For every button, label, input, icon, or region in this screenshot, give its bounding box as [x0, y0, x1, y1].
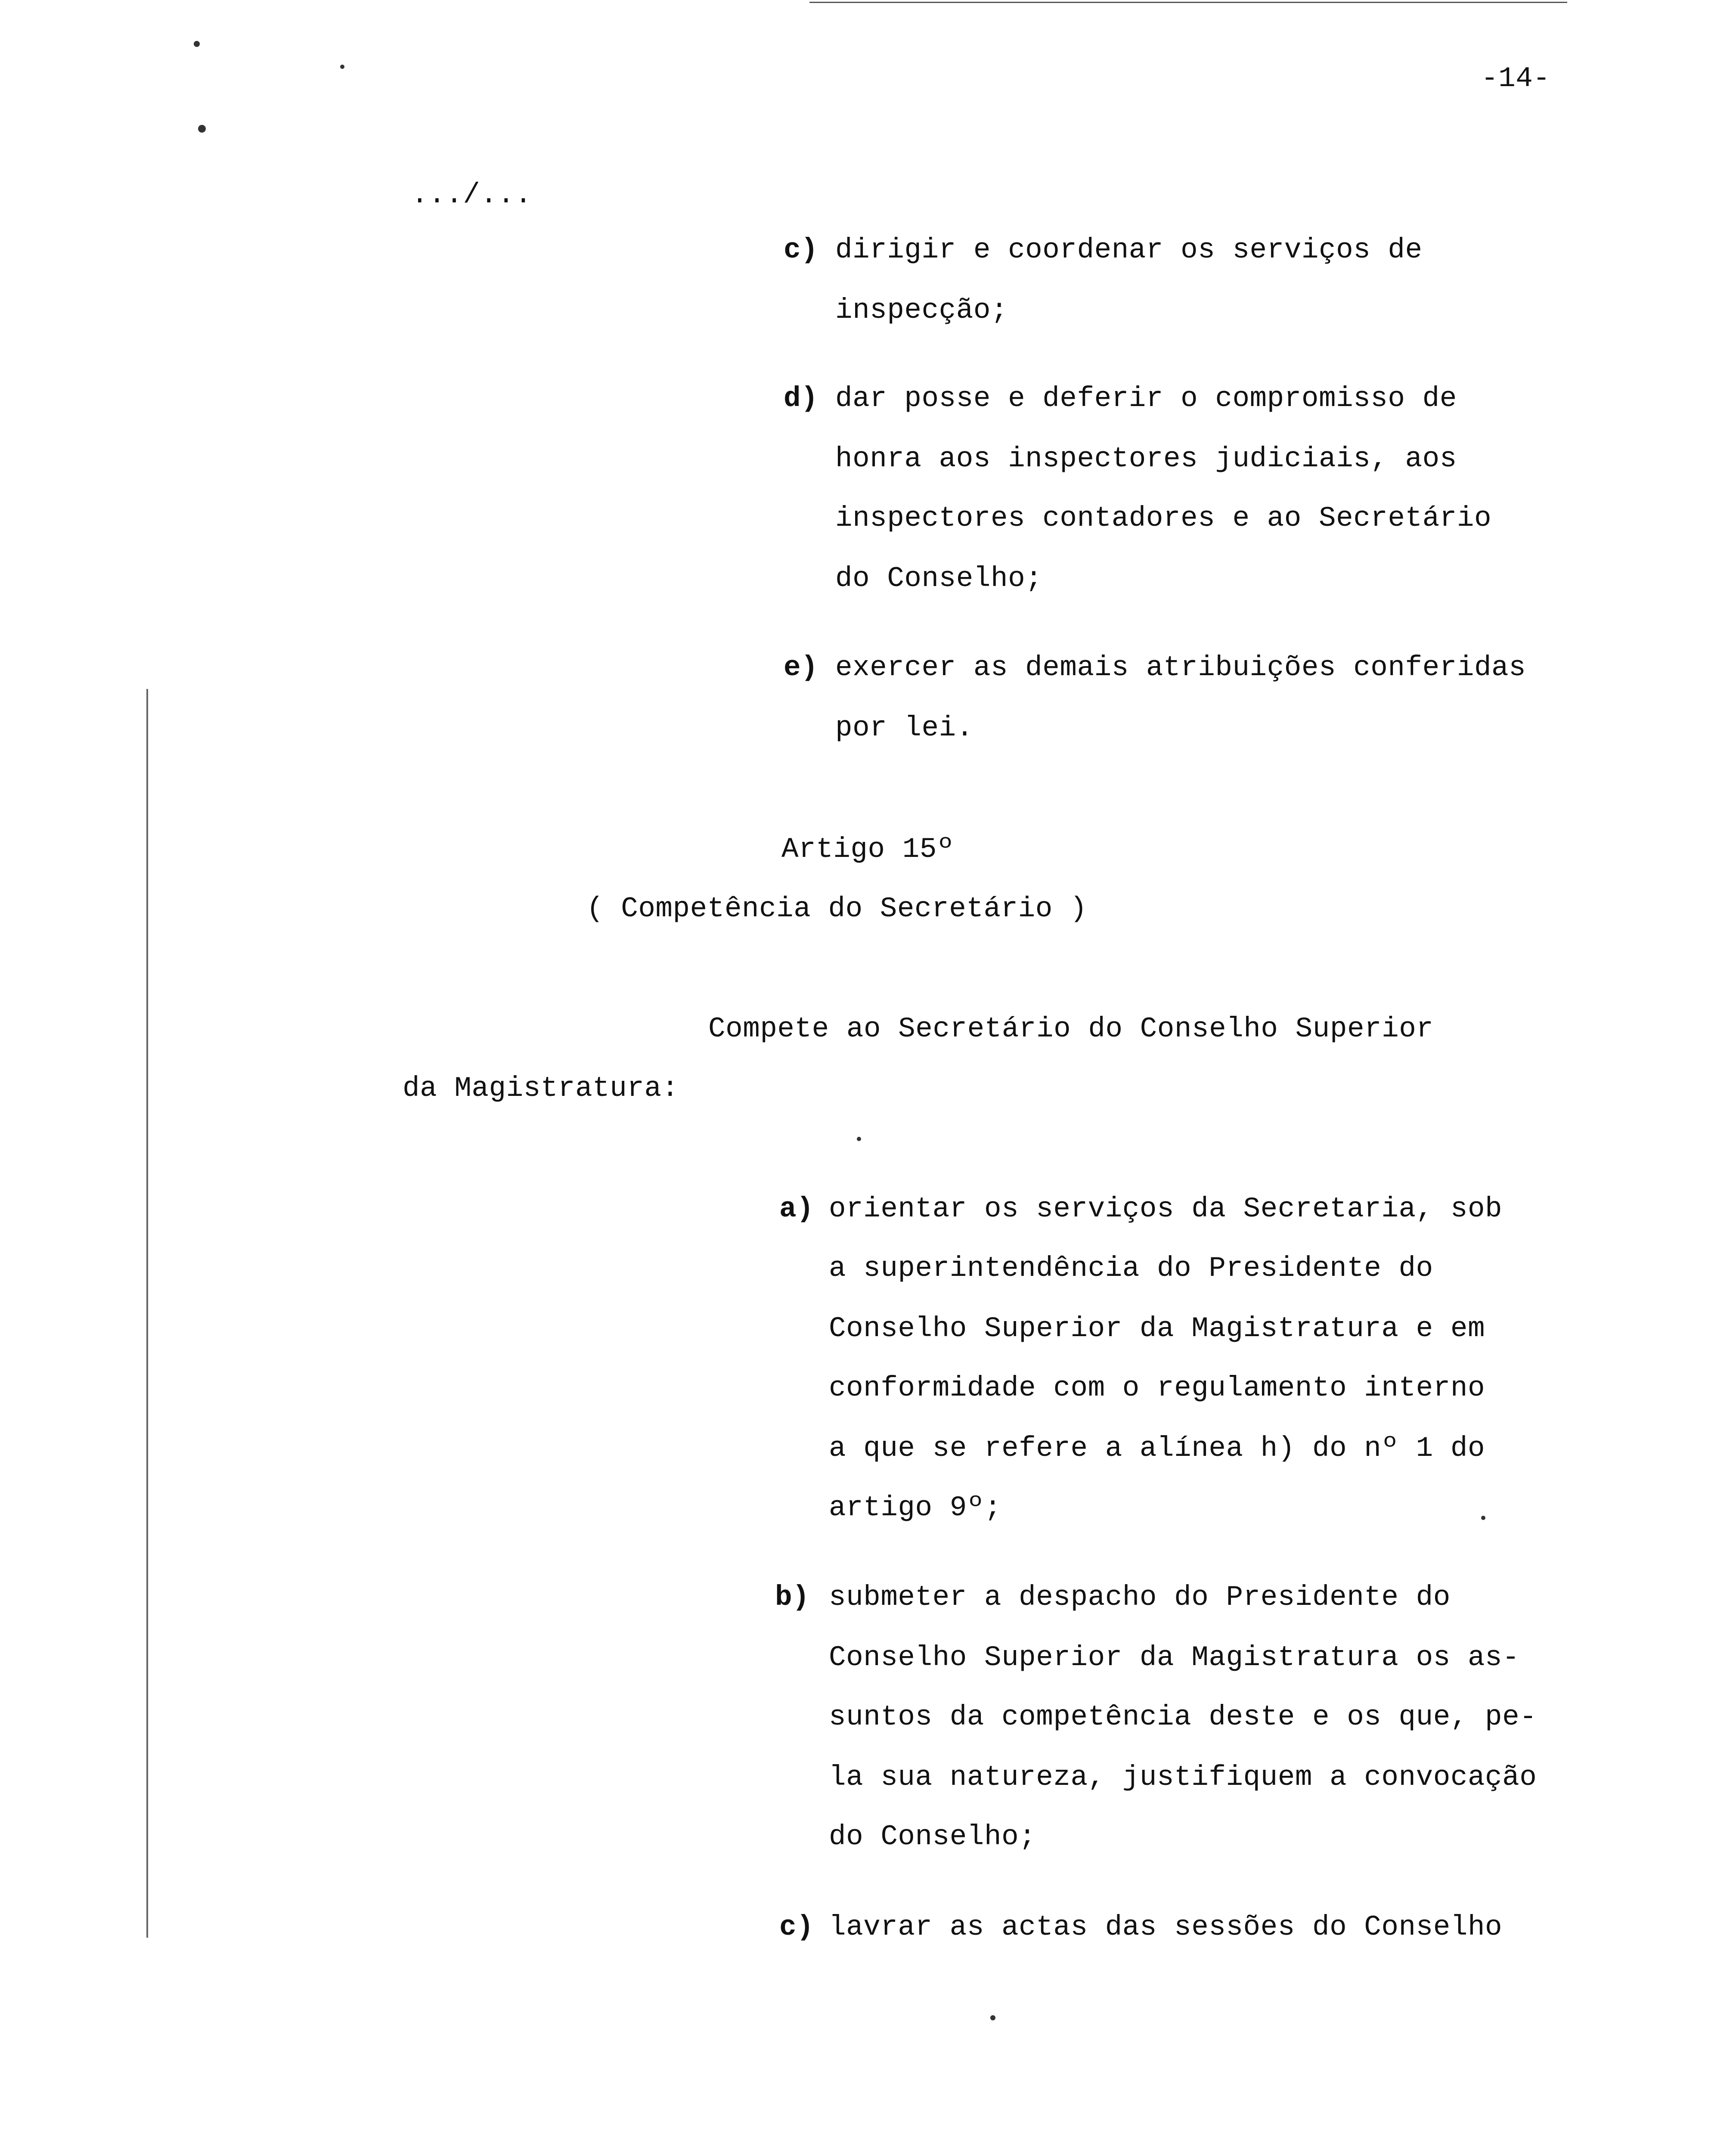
item-line: inspectores contadores e ao Secretário	[835, 502, 1492, 534]
article-intro-line: Compete ao Secretário do Conselho Superior	[708, 1013, 1434, 1045]
item-line: artigo 9º;	[829, 1492, 1002, 1524]
item-line: a superintendência do Presidente do	[829, 1252, 1433, 1284]
continuation-mark: .../...	[411, 179, 532, 211]
item-label: d)	[784, 382, 818, 415]
item-line: por lei.	[835, 712, 973, 744]
article-number: Artigo 15º	[781, 833, 955, 866]
item-line: lavrar as actas das sessões do Conselho	[829, 1911, 1503, 1943]
item-line: Conselho Superior da Magistratura os as-	[829, 1641, 1520, 1674]
article-heading: ( Competência do Secretário )	[586, 893, 1088, 925]
item-line: orientar os serviços da Secretaria, sob	[829, 1193, 1503, 1225]
item-line: do Conselho;	[835, 562, 1043, 595]
item-line: suntos da competência deste e os que, pe-	[829, 1701, 1537, 1733]
item-line: dirigir e coordenar os serviços de	[835, 234, 1423, 266]
item-line: dar posse e deferir o compromisso de	[835, 382, 1457, 415]
item-line: do Conselho;	[829, 1821, 1036, 1853]
item-line: la sua natureza, justifiquem a convocação	[829, 1761, 1537, 1793]
binding-edge-mark	[146, 689, 148, 1938]
item-label: c)	[784, 234, 818, 266]
item-label: e)	[784, 651, 818, 684]
item-line: Conselho Superior da Magistratura e em	[829, 1312, 1485, 1345]
scan-speck	[857, 1137, 861, 1141]
item-line: exercer as demais atribuições conferidas	[835, 651, 1526, 684]
top-rule	[809, 2, 1567, 3]
item-line: honra aos inspectores judiciais, aos	[835, 443, 1457, 475]
article-intro-line: da Magistratura:	[403, 1072, 679, 1104]
item-label: c)	[779, 1911, 814, 1943]
item-line: inspecção;	[835, 294, 1008, 326]
scan-speck	[990, 2015, 995, 2020]
item-line: a que se refere a alínea h) do nº 1 do	[829, 1432, 1485, 1464]
scan-speck	[198, 125, 206, 133]
scan-speck	[340, 65, 344, 69]
item-label: b)	[775, 1581, 810, 1613]
scan-speck	[1481, 1516, 1485, 1520]
item-line: submeter a despacho do Presidente do	[829, 1581, 1451, 1613]
item-line: conformidade com o regulamento interno	[829, 1372, 1485, 1404]
scan-speck	[194, 41, 200, 47]
item-label: a)	[779, 1193, 814, 1225]
page-number: -14-	[1481, 62, 1550, 95]
